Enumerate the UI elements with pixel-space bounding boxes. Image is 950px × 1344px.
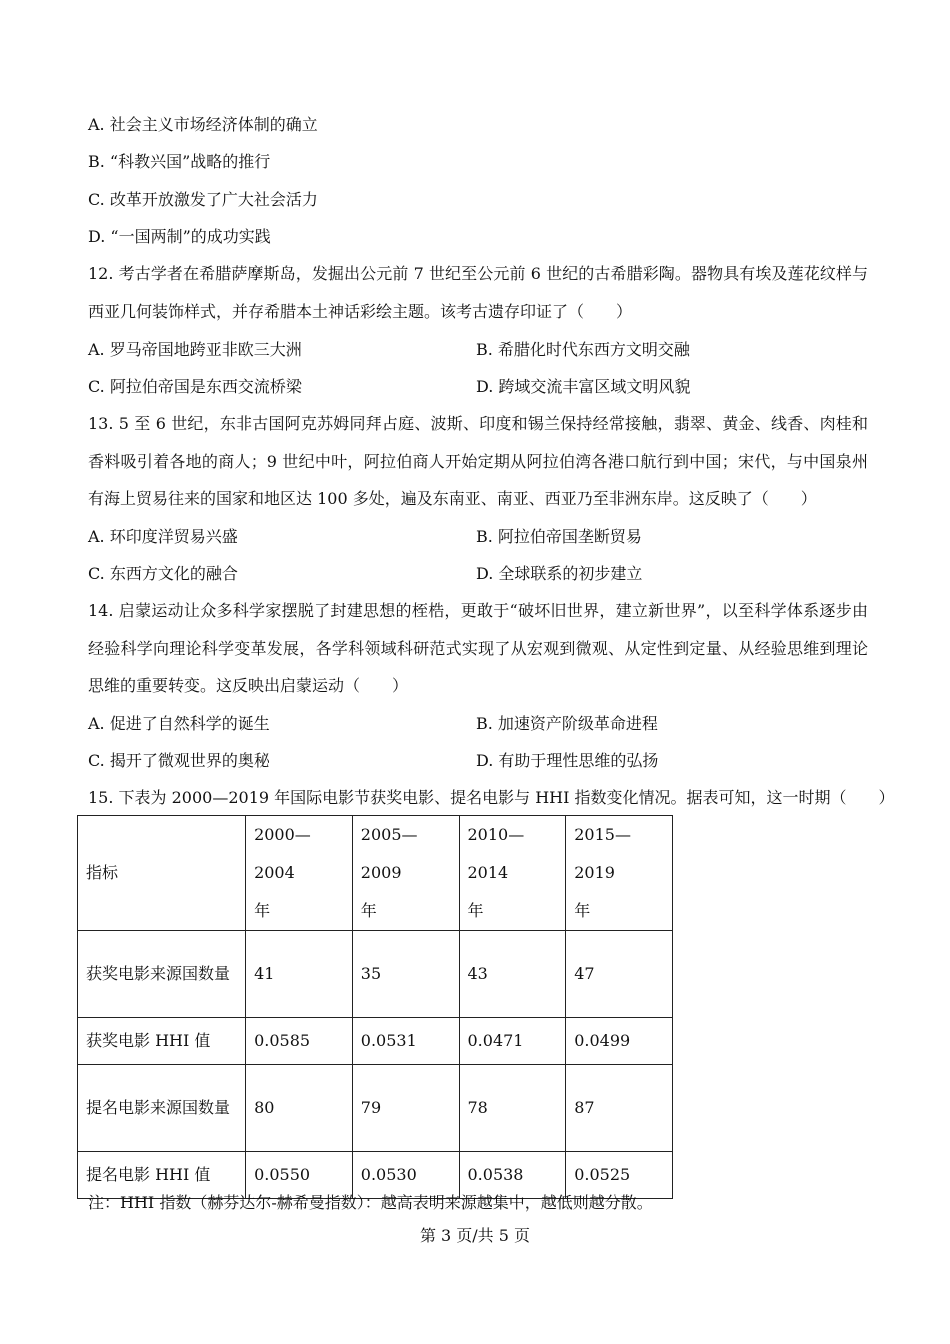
table-cell: 78: [459, 1065, 566, 1152]
table-cell: 43: [459, 931, 566, 1018]
period-range: 2015—2019: [574, 825, 631, 882]
q13-stem: 13. 5 至 6 世纪，东非古国阿克苏姆同拜占庭、波斯、印度和锡兰保持经常接触，翡翠、黄金、线香、肉桂和香料吸引着各地的商人；9 世纪中叶，阿拉伯商人开始定期从阿拉伯湾各港口航行到中国；宋代，与中国泉州有海上贸易往来的国家和地区达 100 多处，遍及东南亚、南亚、西亚乃至非洲东岸。这反映了（ ）: [88, 414, 868, 508]
period-suffix: 年: [467, 901, 484, 920]
table-header-period: [246, 816, 353, 931]
row-label: 获奖电影来源国数量: [78, 931, 246, 1018]
table-row: [78, 931, 673, 1018]
q14-option-c: C. 揭开了微观世界的奥秘: [88, 751, 270, 770]
table-cell: 80: [246, 1065, 353, 1152]
q13-option-c: C. 东西方文化的融合: [88, 564, 238, 583]
row-label: 提名电影来源国数量: [78, 1065, 246, 1152]
table-header-period: [352, 816, 459, 931]
hhi-table: [77, 815, 673, 1199]
table-cell: 0.0538: [459, 1152, 566, 1199]
table-cell: 0.0525: [566, 1152, 673, 1199]
q13-option-a: A. 环印度洋贸易兴盛: [88, 527, 238, 546]
period-range: 2010—2014: [467, 825, 525, 882]
table-note: 注：HHI 指数（赫芬达尔-赫希曼指数）：越高表明来源越集中，越低则越分散。: [88, 1193, 653, 1212]
q11-option-b: B. “科教兴国”战略的推行: [88, 152, 271, 171]
table-cell: 0.0530: [352, 1152, 459, 1199]
row-label: 获奖电影 HHI 值: [78, 1018, 246, 1065]
table-row: [78, 1018, 673, 1065]
period-suffix: 年: [574, 901, 591, 920]
table-cell: 47: [566, 931, 673, 1018]
table-cell: 79: [352, 1065, 459, 1152]
q14-option-b: B. 加速资产阶级革命进程: [476, 714, 658, 733]
period-range: 2005—2009: [360, 825, 418, 882]
table-cell: 0.0499: [566, 1018, 673, 1065]
table-header-label: 指标: [78, 816, 246, 931]
q14-stem: 14. 启蒙运动让众多科学家摆脱了封建思想的桎梏，更敢于“破坏旧世界，建立新世界”，以至科学体系逐步由经验科学向理论科学变革发展，各学科领域科研范式实现了从宏观到微观、从定性到定量、从经验思维到理论思维的重要转变。这反映出启蒙运动（ ）: [88, 601, 868, 695]
period-range: 2000—2004: [254, 825, 311, 882]
q11-option-a: A. 社会主义市场经济体制的确立: [88, 115, 318, 134]
period-suffix: 年: [360, 901, 377, 920]
q11-option-c: C. 改革开放激发了广大社会活力: [88, 190, 318, 209]
table-cell: 0.0471: [459, 1018, 566, 1065]
table-row: [78, 1065, 673, 1152]
table-cell: 0.0531: [352, 1018, 459, 1065]
period-suffix: 年: [254, 901, 271, 920]
q12-option-c: C. 阿拉伯帝国是东西交流桥梁: [88, 377, 302, 396]
q12-option-a: A. 罗马帝国地跨亚非欧三大洲: [88, 340, 302, 359]
q14-option-d: D. 有助于理性思维的弘扬: [476, 751, 659, 770]
q12-option-b: B. 希腊化时代东西方文明交融: [476, 340, 690, 359]
page-footer: 第 3 页/共 5 页: [419, 1226, 531, 1245]
table-cell: 0.0550: [246, 1152, 353, 1199]
q13-option-d: D. 全球联系的初步建立: [476, 564, 643, 583]
table-header-period: [566, 816, 673, 931]
q12-stem: 12. 考古学者在希腊萨摩斯岛，发掘出公元前 7 世纪至公元前 6 世纪的古希腊彩陶。器物具有埃及莲花纹样与西亚几何装饰样式，并存希腊本土神话彩绘主题。该考古遗存印证了（ ）: [88, 264, 868, 321]
table-header-row: [78, 816, 673, 931]
table-cell: 0.0585: [246, 1018, 353, 1065]
q14-option-a: A. 促进了自然科学的诞生: [88, 714, 270, 733]
table-cell: 87: [566, 1065, 673, 1152]
row-label: 提名电影 HHI 值: [78, 1152, 246, 1199]
table-cell: 35: [352, 931, 459, 1018]
q11-option-d: D. “一国两制”的成功实践: [88, 227, 271, 246]
q13-option-b: B. 阿拉伯帝国垄断贸易: [476, 527, 642, 546]
q12-option-d: D. 跨域交流丰富区域文明风貌: [476, 377, 691, 396]
table-cell: 41: [246, 931, 353, 1018]
table-header-period: [459, 816, 566, 931]
q15-stem: 15. 下表为 2000—2019 年国际电影节获奖电影、提名电影与 HHI 指数变化情况。据表可知，这一时期（ ）: [88, 788, 895, 807]
